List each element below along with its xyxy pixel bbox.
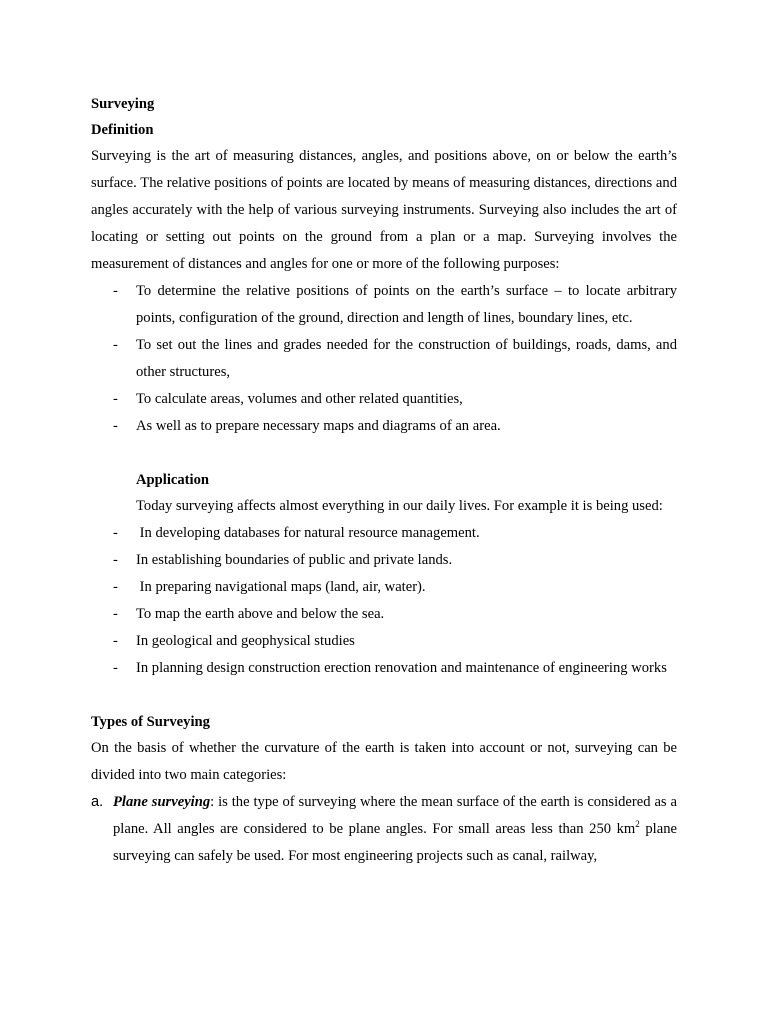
dash-bullet: - xyxy=(113,633,118,649)
dash-bullet: - xyxy=(113,283,118,299)
definition-paragraph: Surveying is the art of measuring distances, angles, and positions above, on or below the earth’s surface. The relative positions of points are located by means of measuring distances, directions and angles accurately with the help of various surveying instruments. Surveying also includes the art of locating or setting out points on the ground from a plan or a map. Surveying involves the measurement of distances and angles for one or more of the following purposes: xyxy=(91,148,677,272)
plane-surveying-text: : is the type of surveying where the mean surface of the earth is considered as a plane. All angles are considered to be plane angles. For small areas less than 250 km xyxy=(113,794,677,837)
list-item-text: In developing databases for natural resource management. xyxy=(136,525,480,541)
list-item-text: To set out the lines and grades needed for the construction of buildings, roads, dams, and other structures, xyxy=(136,337,677,380)
list-item-text: To calculate areas, volumes and other related quantities, xyxy=(136,391,463,407)
list-item-text: To map the earth above and below the sea. xyxy=(136,606,385,622)
blank-line xyxy=(91,682,677,709)
plane-surveying-text-continued: plane surveying can safely be used. For most engineering projects such as canal, railway, xyxy=(113,821,677,864)
dash-bullet: - xyxy=(113,391,118,407)
list-item-text: In establishing boundaries of public and private lands. xyxy=(136,552,453,568)
application-heading: Application xyxy=(136,472,209,488)
list-item xyxy=(91,520,677,547)
definition-heading: Definition xyxy=(91,122,154,138)
blank-line xyxy=(91,440,677,467)
list-item xyxy=(91,655,677,682)
purposes-list xyxy=(91,278,677,440)
types-paragraph: On the basis of whether the curvature of the earth is taken into account or not, surveying can be divided into two main categories: xyxy=(91,740,677,783)
alpha-marker: a. xyxy=(91,794,104,810)
document-title: Surveying xyxy=(91,96,155,112)
dash-bullet: - xyxy=(113,660,118,676)
list-item xyxy=(91,574,677,601)
plane-surveying-item xyxy=(91,789,677,870)
list-item-text: To determine the relative positions of points on the earth’s surface – to locate arbitrary points, configuration of the ground, direction and length of lines, boundary lines, etc. xyxy=(136,283,677,326)
dash-bullet: - xyxy=(113,606,118,622)
dash-bullet: - xyxy=(113,418,118,434)
application-section xyxy=(91,467,677,520)
list-item xyxy=(91,413,677,440)
list-item xyxy=(91,278,677,332)
application-paragraph: Today surveying affects almost everything in our daily lives. For example it is being used: xyxy=(136,498,663,514)
applications-list xyxy=(91,520,677,682)
list-item-text: In geological and geophysical studies xyxy=(136,633,355,649)
dash-bullet: - xyxy=(113,552,118,568)
dash-bullet: - xyxy=(113,337,118,353)
list-item xyxy=(91,386,677,413)
list-item xyxy=(91,601,677,628)
types-heading: Types of Surveying xyxy=(91,714,210,730)
dash-bullet: - xyxy=(113,525,118,541)
superscript-two: 2 xyxy=(635,819,640,829)
list-item-text: In planning design construction erection renovation and maintenance of engineering works xyxy=(136,660,667,676)
plane-surveying-term: Plane surveying xyxy=(113,794,211,810)
list-item xyxy=(91,628,677,655)
dash-bullet: - xyxy=(113,579,118,595)
document-content xyxy=(91,91,677,870)
list-item-text: In preparing navigational maps (land, air, water). xyxy=(136,579,426,595)
list-item xyxy=(91,332,677,386)
list-item-text: As well as to prepare necessary maps and diagrams of an area. xyxy=(136,418,501,434)
list-item xyxy=(91,547,677,574)
